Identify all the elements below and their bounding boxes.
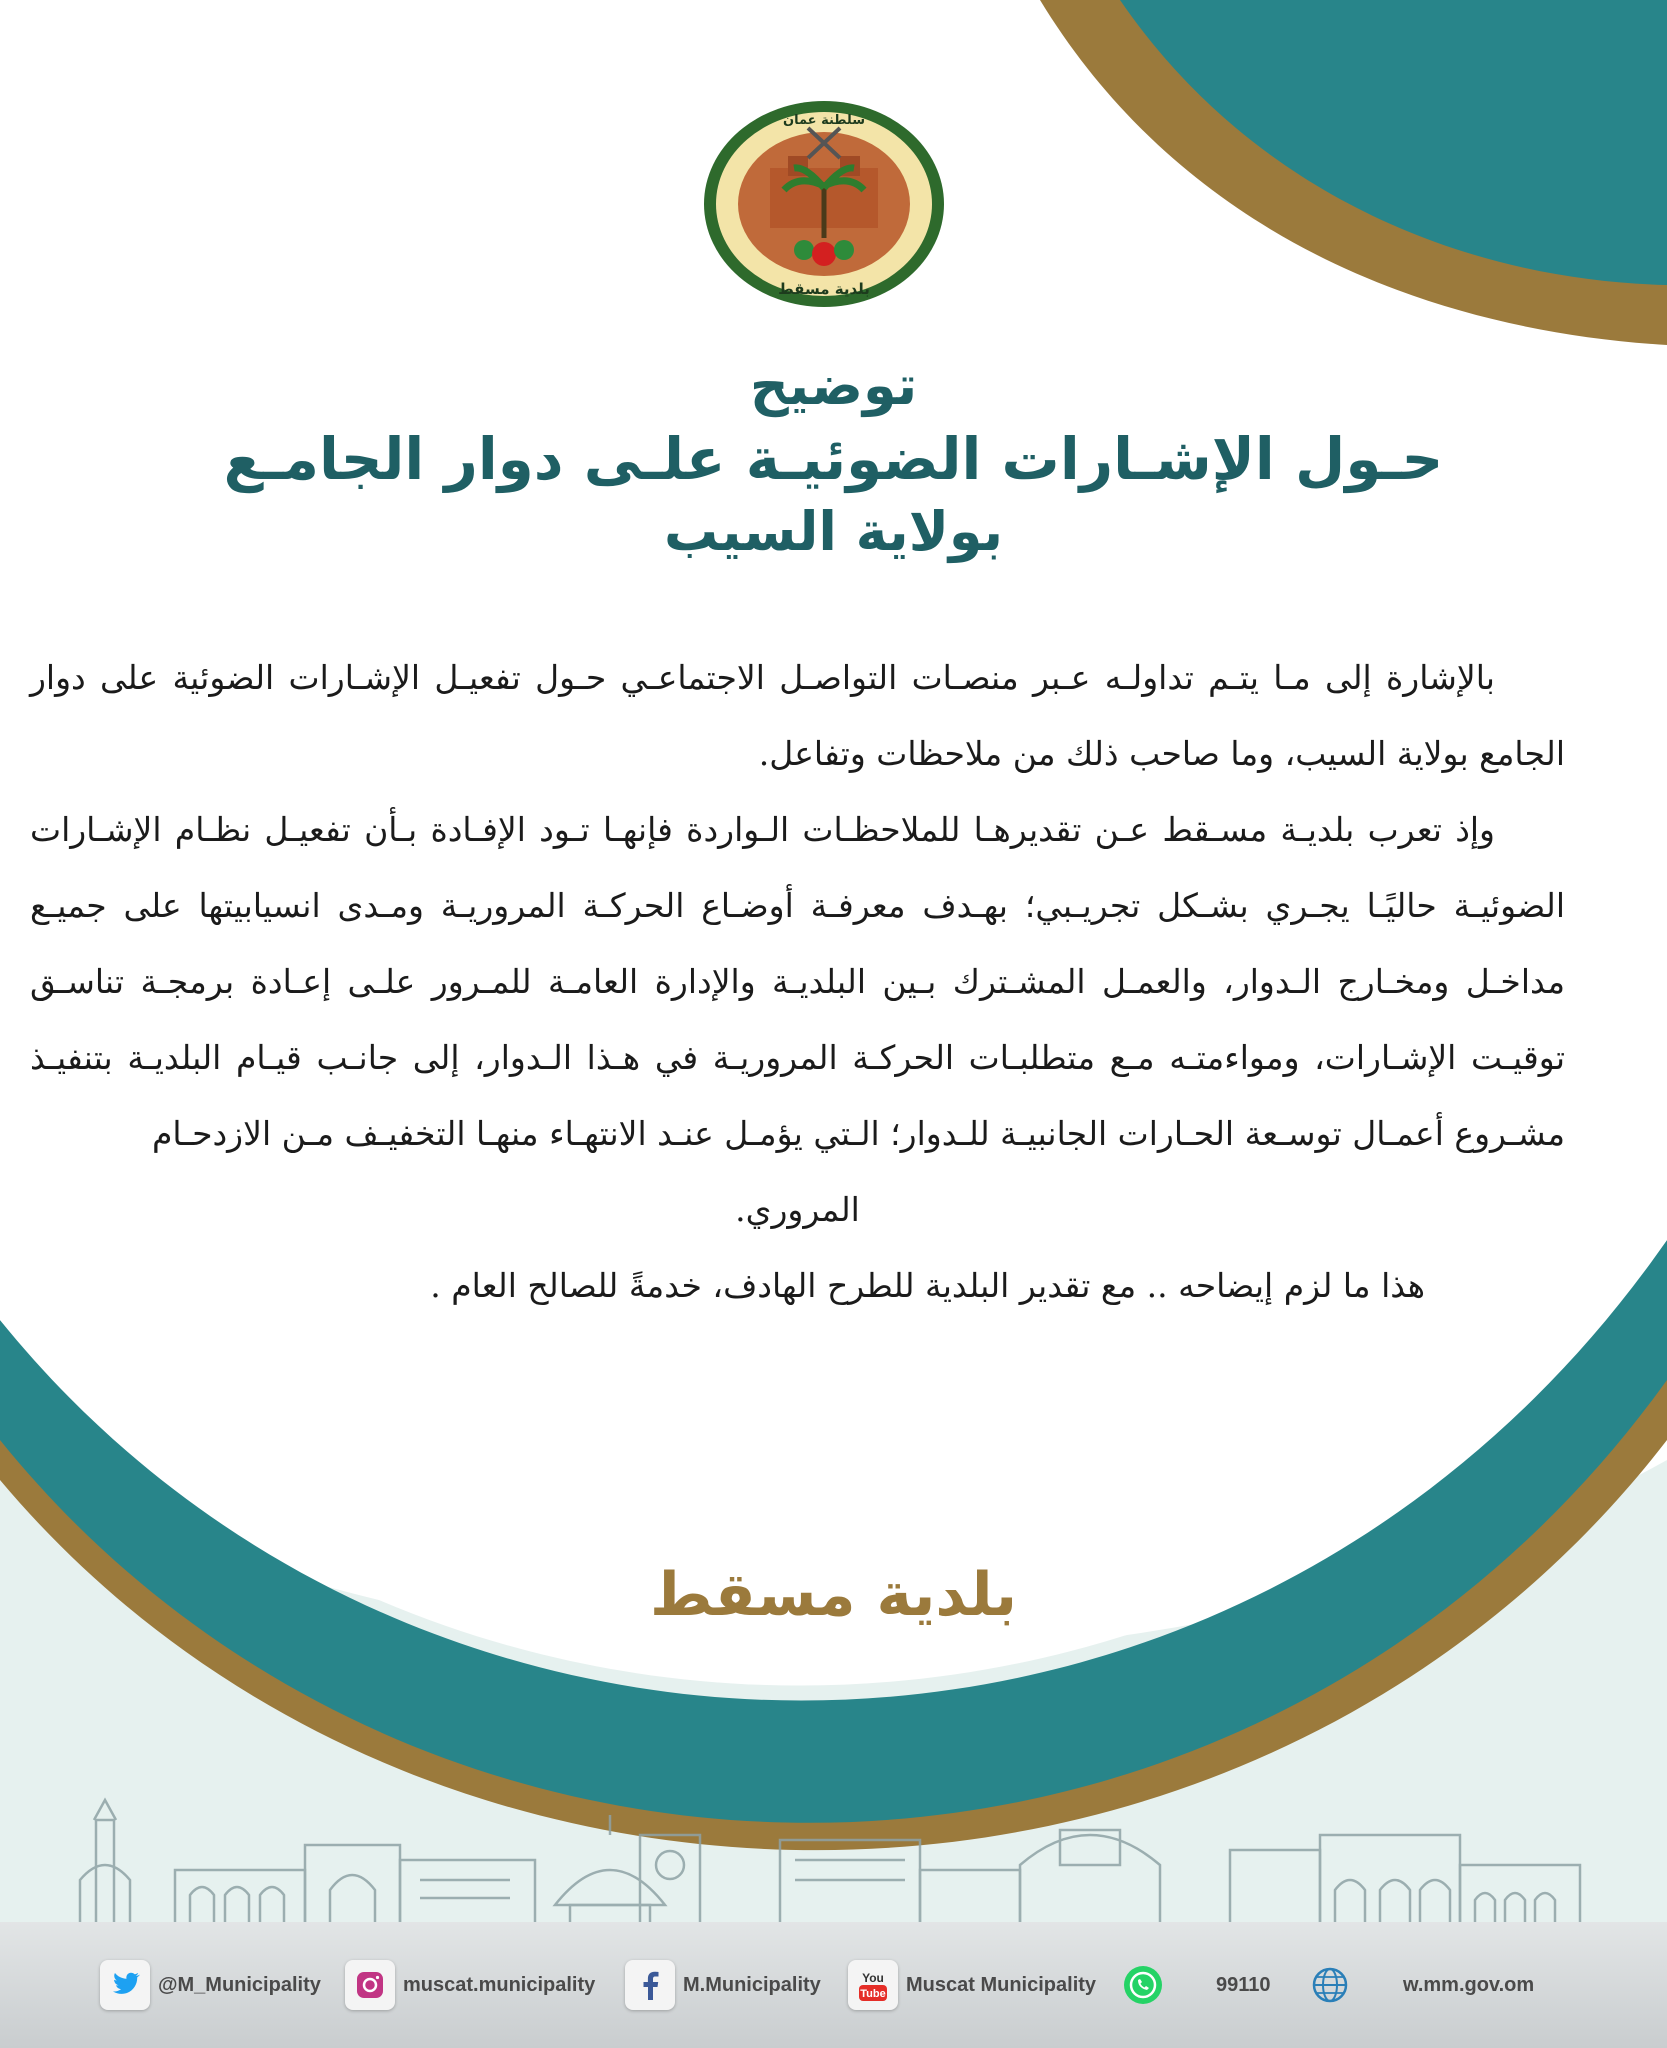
title-line-3: بولاية السيب bbox=[663, 500, 1004, 563]
instagram-icon bbox=[345, 1960, 395, 2010]
title-line-1: توضيح bbox=[749, 354, 918, 417]
social-youtube[interactable] bbox=[848, 1955, 1096, 2015]
social-twitter[interactable] bbox=[100, 1955, 321, 2015]
svg-text:You: You bbox=[862, 1971, 884, 1985]
youtube-icon bbox=[848, 1960, 898, 2010]
muscat-municipality-emblem bbox=[700, 98, 948, 310]
facebook-icon bbox=[625, 1960, 675, 2010]
emblem-text-top: سلطنة عمان bbox=[782, 113, 866, 128]
social-whatsapp[interactable] bbox=[1118, 1955, 1271, 2015]
social-label: muscat.municipality bbox=[403, 1973, 596, 1996]
title-line-2: حـول الإشـارات الضوئيـة علـى دوار الجامـع bbox=[223, 425, 1444, 493]
twitter-icon bbox=[100, 1960, 150, 2010]
emblem-text-bottom: بلدية مسقط bbox=[778, 280, 870, 298]
social-label: w.mm.gov.om bbox=[1403, 1973, 1535, 1996]
social-label: @M_Municipality bbox=[158, 1973, 321, 1996]
social-instagram[interactable] bbox=[345, 1955, 595, 2015]
svg-text:Tube: Tube bbox=[860, 1988, 886, 2000]
paragraph-2-end: المروري. bbox=[735, 1190, 860, 1229]
social-facebook[interactable] bbox=[625, 1955, 821, 2015]
whatsapp-icon bbox=[1118, 1960, 1168, 2010]
statement-body bbox=[30, 640, 1565, 1324]
closing-line: هذا ما لزم إيضاحه .. مع تقدير البلدية للطرح الهادف، خدمةً للصالح العام . bbox=[430, 1266, 1425, 1305]
social-label: M.Municipality bbox=[683, 1973, 821, 1996]
page-title bbox=[0, 352, 1667, 566]
paragraph-2: وإذ تعرب بلديـة مسـقط عـن تقديرهـا للملاحظـات الـواردة فإنهـا تـود الإفـادة بـأن تفعيـل نظـام الإشـارات الضوئيـة حاليًـا يجـري بشـكل تجريـبي؛ بهـدف معرفـة أوضـاع الحركـة المروريـة ومـدى انسيابيتها على جميـع مداخـل ومخـارج الـدوار، والعمـل المشـترك بـين البلديـة والإدارة العامـة للمـرور علـى إعـادة برمجـة تناسـق توقيـت الإشـارات، ومواءمتـه مـع متطلبـات الحركـة المروريـة في هـذا الـدوار، إلى جانـب قيـام البلديـة بتنفيـذ مشـروع أعمـال توسـعة الحـارات الجانبيـة للـدوار؛ الـتي يؤمـل عنـد الانتهـاء منهـا التخفيـف مـن الازدحـام bbox=[30, 810, 1565, 1153]
social-website[interactable] bbox=[1305, 1955, 1534, 2015]
signature: بلدية مسقط bbox=[649, 1560, 1018, 1630]
social-label: 99110 bbox=[1216, 1973, 1271, 1996]
social-label: Muscat Municipality bbox=[906, 1973, 1097, 1996]
paragraph-1: بالإشارة إلى مـا يتـم تداولـه عـبر منصـات التواصـل الاجتماعـي حـول تفعيـل الإشـارات الضوئية على دوار الجامع بولاية السيب، وما صاحب ذلك من ملاحظات وتفاعل. bbox=[30, 658, 1565, 773]
globe-icon bbox=[1305, 1960, 1355, 2010]
